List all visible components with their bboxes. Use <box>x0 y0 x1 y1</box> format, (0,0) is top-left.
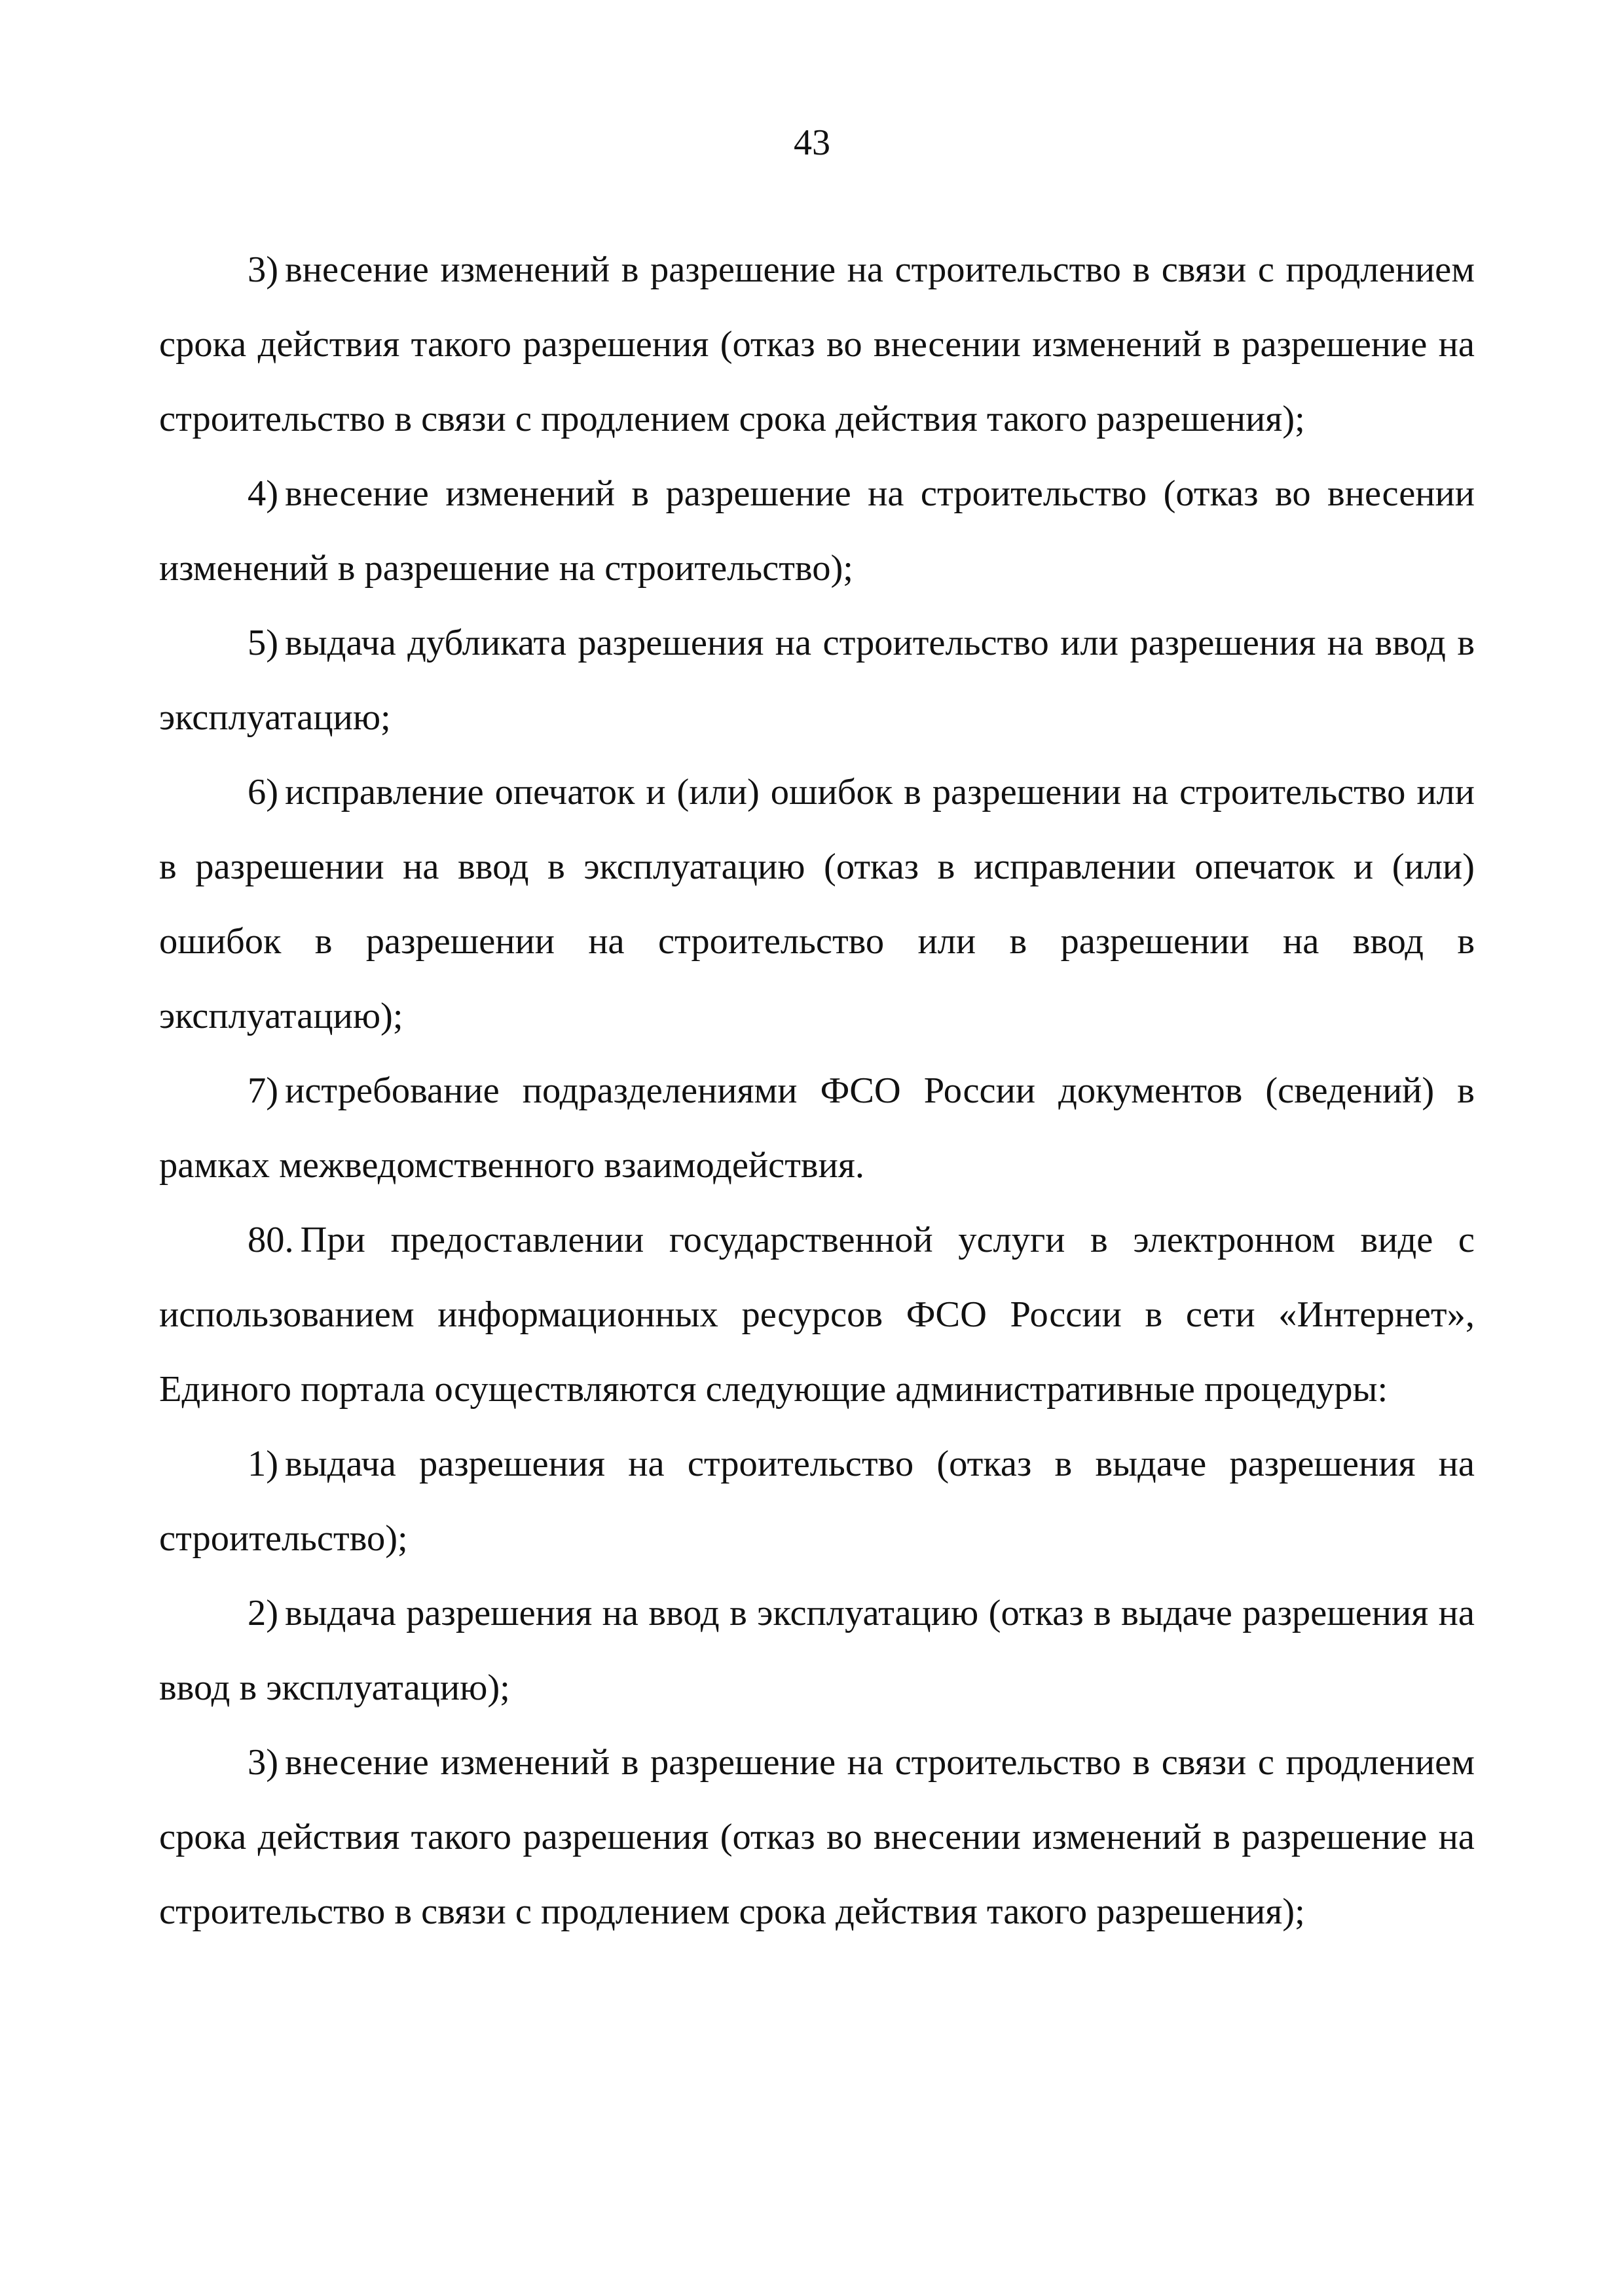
list-item-change-permit <box>159 456 1475 606</box>
item-number: 6) <box>248 772 279 812</box>
item-number: 3) <box>248 1742 279 1783</box>
item-number: 3) <box>248 249 279 290</box>
list-item-issue-commissioning-permit <box>159 1576 1475 1725</box>
item-number: 7) <box>248 1070 279 1111</box>
list-item-duplicate-permit <box>159 606 1475 755</box>
list-item-request-documents <box>159 1053 1475 1203</box>
clause-text: При предоставлении государственной услуги в электронном виде с использованием информационных ресурсов ФСО России в сети «Интернет», Единого портала осуществляются следующие административные процедуры: <box>159 1220 1475 1410</box>
item-number: 2) <box>248 1593 279 1633</box>
page-number: 43 <box>794 122 830 163</box>
item-text: внесение изменений в разрешение на строительство в связи с продлением срока действия такого разрешения (отказ во внесении изменений в разрешение на строительство в связи с продлением срока действия такого разрешения); <box>159 249 1475 439</box>
list-item-correct-errors <box>159 755 1475 1053</box>
item-text: выдача дубликата разрешения на строительство или разрешения на ввод в эксплуатацию; <box>159 623 1475 738</box>
list-item-issue-construction-permit <box>159 1427 1475 1576</box>
list-item-change-permit-extension <box>159 232 1475 456</box>
item-number: 4) <box>248 473 279 514</box>
item-number: 5) <box>248 623 279 663</box>
item-text: внесение изменений в разрешение на строительство (отказ во внесении изменений в разрешение на строительство); <box>159 473 1475 589</box>
item-text: выдача разрешения на строительство (отказ в выдаче разрешения на строительство); <box>159 1444 1475 1559</box>
clause-80 <box>159 1203 1475 1427</box>
item-text: истребование подразделениями ФСО России документов (сведений) в рамках межведомственного взаимодействия. <box>159 1070 1475 1186</box>
document-body <box>159 232 1475 1949</box>
item-text: исправление опечаток и (или) ошибок в разрешении на строительство или в разрешении на ввод в эксплуатацию (отказ в исправлении опечаток и (или) ошибок в разрешении на строительство или в разрешении на ввод в эксплуатацию); <box>159 772 1475 1036</box>
item-text: внесение изменений в разрешение на строительство в связи с продлением срока действия такого разрешения (отказ во внесении изменений в разрешение на строительство в связи с продлением срока действия такого разрешения); <box>159 1742 1475 1932</box>
clause-number: 80. <box>248 1220 294 1260</box>
item-number: 1) <box>248 1444 279 1484</box>
item-text: выдача разрешения на ввод в эксплуатацию (отказ в выдаче разрешения на ввод в эксплуатацию); <box>159 1593 1475 1708</box>
list-item-change-permit-extension-2 <box>159 1725 1475 1949</box>
